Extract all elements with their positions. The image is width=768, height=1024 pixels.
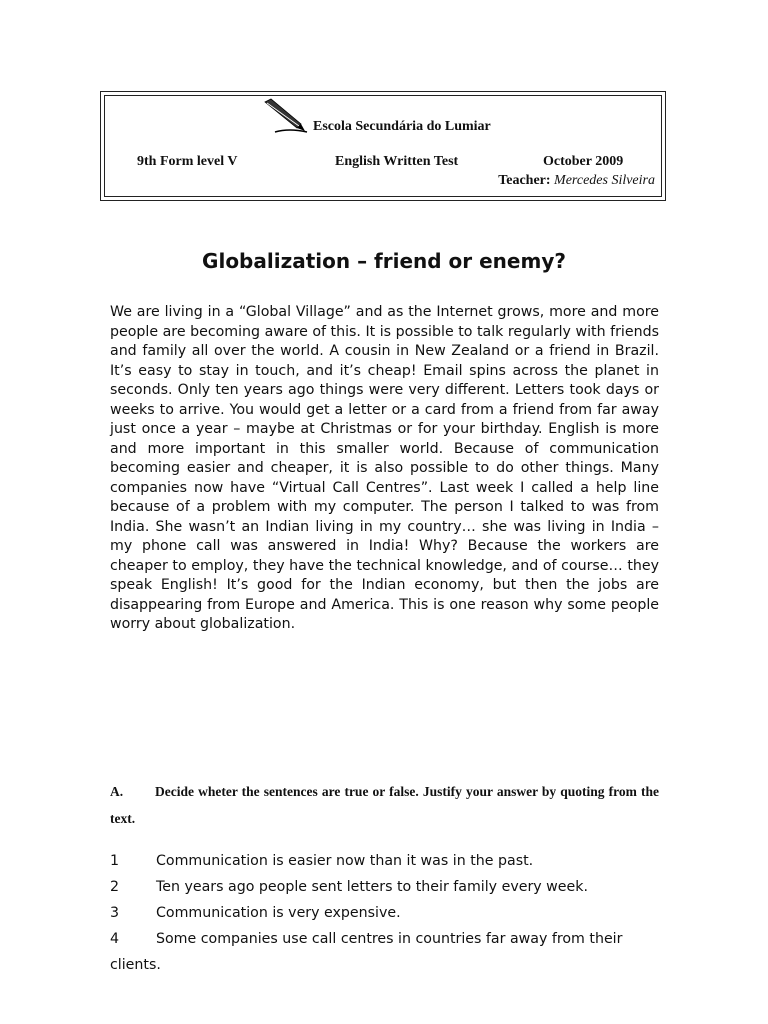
reading-text: We are living in a “Global Village” and as the Internet grows, more and more people are becoming aware of this. It is possible to talk regularly with friends and family all over the world. A cousin in New Zealand or a friend in Brazil. It’s easy to stay in touch, and it’s cheap! Email spins across the planet in seconds. Only ten years ago things were very different. Letters took days or weeks to arrive. You would get a letter or a card from a friend from far away just once a year – maybe at Christmas or for your birthday. English is more and more important in this smaller world. Because of communication becoming easier and cheaper, it is also possible to do other things. Many companies now have “Virtual Call Centres”. Last week I called a help line because of a problem with my computer. The person I talked to was from India. She wasn’t an Indian living in my country… she was living in India – my phone call was answered in India! Why? Because the workers are cheaper to employ, they have the technical knowledge, and of course… they speak English! It’s good for the Indian economy, but then the jobs are disappearing from Europe and America. This is one reason why some people worry about globalization. xyxy=(110,304,659,632)
item-number: 3 xyxy=(110,905,120,921)
teacher-label: Teacher: xyxy=(498,173,551,188)
list-item xyxy=(110,874,670,900)
list-item xyxy=(110,926,670,978)
section-a-instruction-text: Decide wheter the sentences are true or false. Justify your answer by quoting from the text. xyxy=(110,784,659,826)
item-text: Communication is easier now than it was in the past. xyxy=(156,853,534,869)
section-a-letter: A. xyxy=(110,784,124,799)
school-name: Escola Secundária do Lumiar xyxy=(313,119,491,134)
item-number: 1 xyxy=(110,853,120,869)
item-text: Ten years ago people sent letters to their family every week. xyxy=(156,879,588,895)
teacher-line xyxy=(498,173,655,189)
item-number: 4 xyxy=(110,931,120,947)
test-date: October 2009 xyxy=(543,154,624,169)
section-a-instruction xyxy=(110,778,659,832)
teacher-name: Mercedes Silveira xyxy=(554,173,655,188)
header-box xyxy=(100,91,666,201)
test-name: English Written Test xyxy=(335,154,459,169)
item-number: 2 xyxy=(110,879,120,895)
item-text: Communication is very expensive. xyxy=(156,905,401,921)
question-list xyxy=(110,848,670,978)
pen-icon xyxy=(263,98,309,134)
header-inner-border xyxy=(104,95,662,197)
page-title: Globalization – friend or enemy? xyxy=(202,249,566,273)
list-item xyxy=(110,848,670,874)
form-level: 9th Form level V xyxy=(137,154,238,169)
item-text: Some companies use call centres in countries far away from their clients. xyxy=(110,931,623,973)
list-item xyxy=(110,900,670,926)
